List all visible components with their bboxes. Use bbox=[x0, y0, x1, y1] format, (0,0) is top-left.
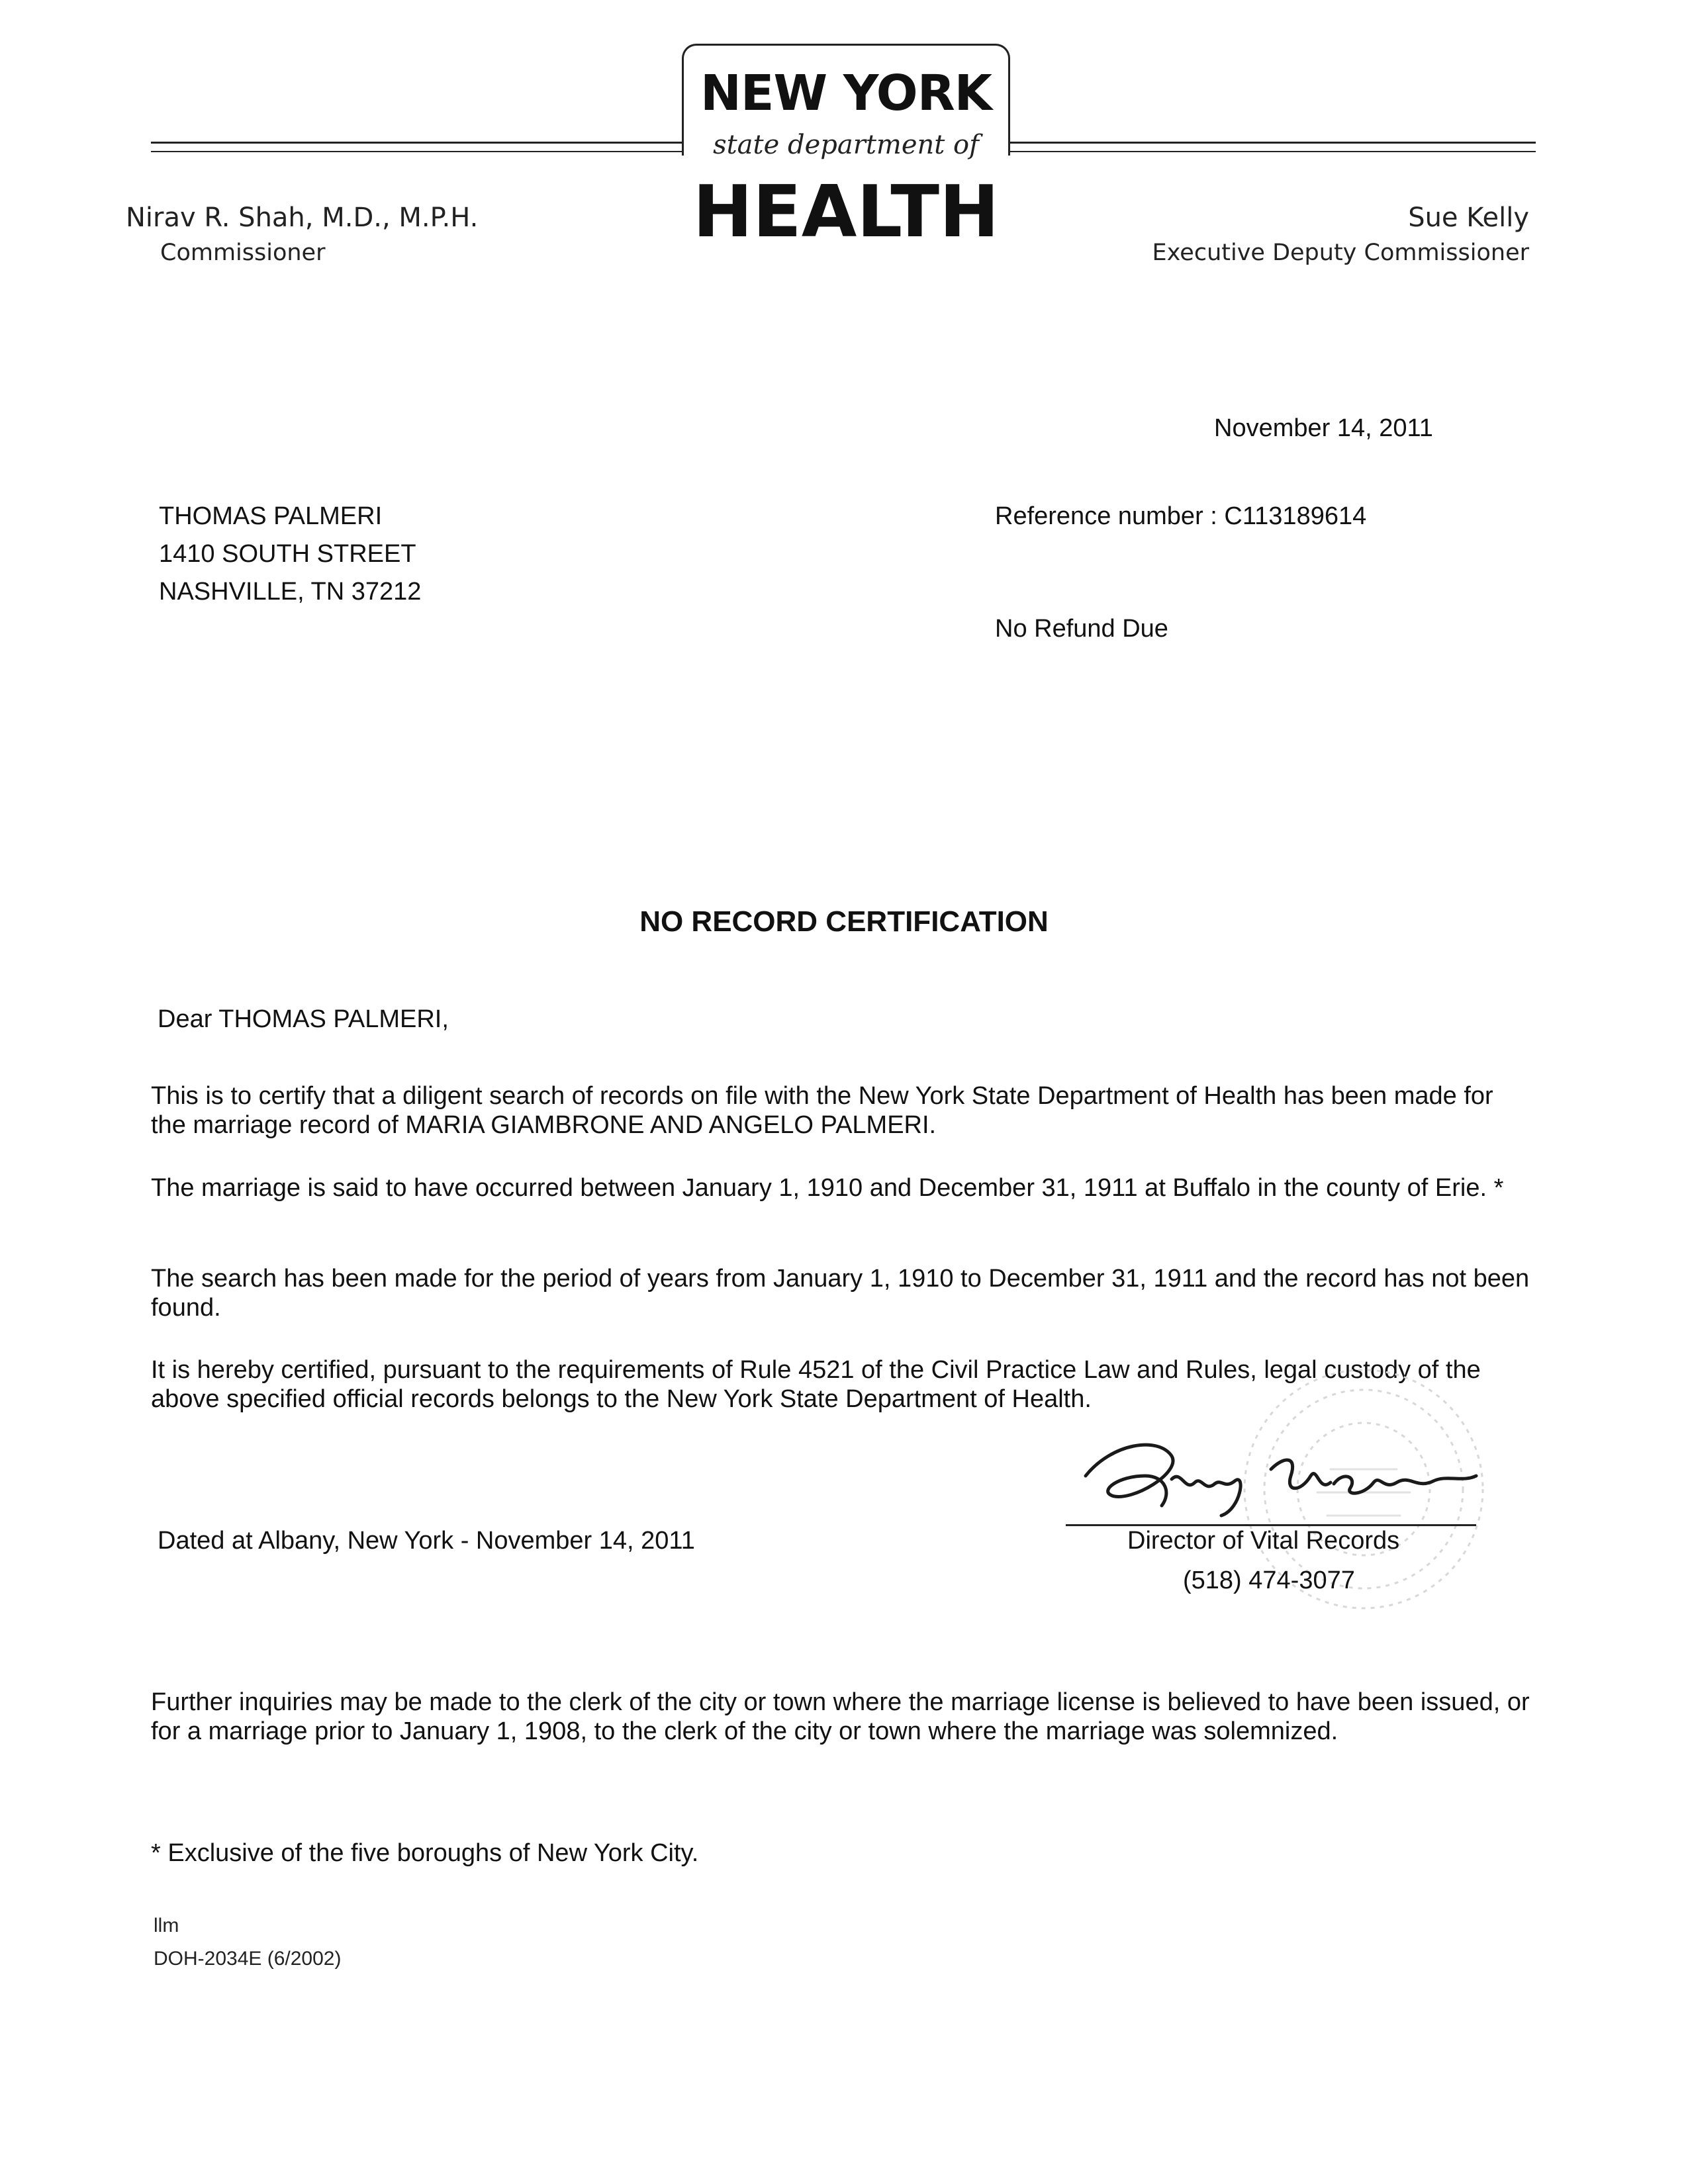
recipient-name: THOMAS PALMERI bbox=[159, 502, 383, 530]
logo-new-york: NEW YORK bbox=[700, 65, 992, 122]
letterhead-rule-left-bottom bbox=[151, 151, 683, 152]
salutation: Dear THOMAS PALMERI, bbox=[158, 1005, 449, 1033]
director-signature bbox=[1072, 1430, 1496, 1522]
paragraph-occurrence: The marriage is said to have occurred between January 1, 1910 and December 31, 1911 at Buffalo in the county of Erie. * bbox=[151, 1174, 1504, 1202]
paragraph-custody: It is hereby certified, pursuant to the requirements of Rule 4521 of the Civil Practice Law and Rules, legal custody of the above specified official records belongs to the New York State Department of Health. bbox=[151, 1356, 1481, 1413]
recipient-city: NASHVILLE, TN 37212 bbox=[159, 578, 422, 606]
reference-label: Reference number : bbox=[995, 502, 1217, 530]
paragraph-search-period: The search has been made for the period of years from January 1, 1910 to December 31, 1911 and the record has not been found. bbox=[151, 1265, 1530, 1322]
logo-health: HEALTH bbox=[692, 171, 1000, 253]
typist-initials: llm bbox=[154, 1915, 179, 1936]
refund-note: No Refund Due bbox=[995, 615, 1168, 643]
reference-number bbox=[995, 502, 1366, 531]
paragraph-certify: This is to certify that a diligent search of records on file with the New York State Department of Health has been made for the marriage record of MARIA GIAMBRONE AND ANGELO PALMERI. bbox=[151, 1082, 1493, 1139]
commissioner-name: Nirav R. Shah, M.D., M.P.H. bbox=[126, 203, 479, 233]
letterhead-rule-right-bottom bbox=[1005, 151, 1536, 152]
deputy-commissioner-name: Sue Kelly bbox=[1408, 203, 1529, 233]
letter-date: November 14, 2011 bbox=[1214, 414, 1433, 442]
recipient-street: 1410 SOUTH STREET bbox=[159, 540, 416, 568]
footnote: * Exclusive of the five boroughs of New York City. bbox=[151, 1839, 699, 1867]
logo-state-department: state department of bbox=[713, 130, 979, 160]
dated-at: Dated at Albany, New York - November 14, 2011 bbox=[158, 1527, 695, 1555]
further-inquiries: Further inquiries may be made to the clerk of the city or town where the marriage license is believed to have been issued, or for a marriage prior to January 1, 1908, to the clerk of the city or town where the marriage was solemnized. bbox=[151, 1688, 1530, 1745]
document-heading: NO RECORD CERTIFICATION bbox=[639, 905, 1049, 938]
commissioner-title: Commissioner bbox=[160, 240, 326, 266]
signatory-phone: (518) 474-3077 bbox=[1183, 1567, 1355, 1594]
signatory-title: Director of Vital Records bbox=[1127, 1527, 1400, 1555]
deputy-commissioner-title: Executive Deputy Commissioner bbox=[1152, 240, 1529, 266]
form-number: DOH-2034E (6/2002) bbox=[154, 1948, 342, 1970]
letterhead-rule-right-top bbox=[1005, 142, 1536, 144]
letterhead-rule-left-top bbox=[151, 142, 683, 144]
reference-value: C113189614 bbox=[1224, 502, 1367, 530]
